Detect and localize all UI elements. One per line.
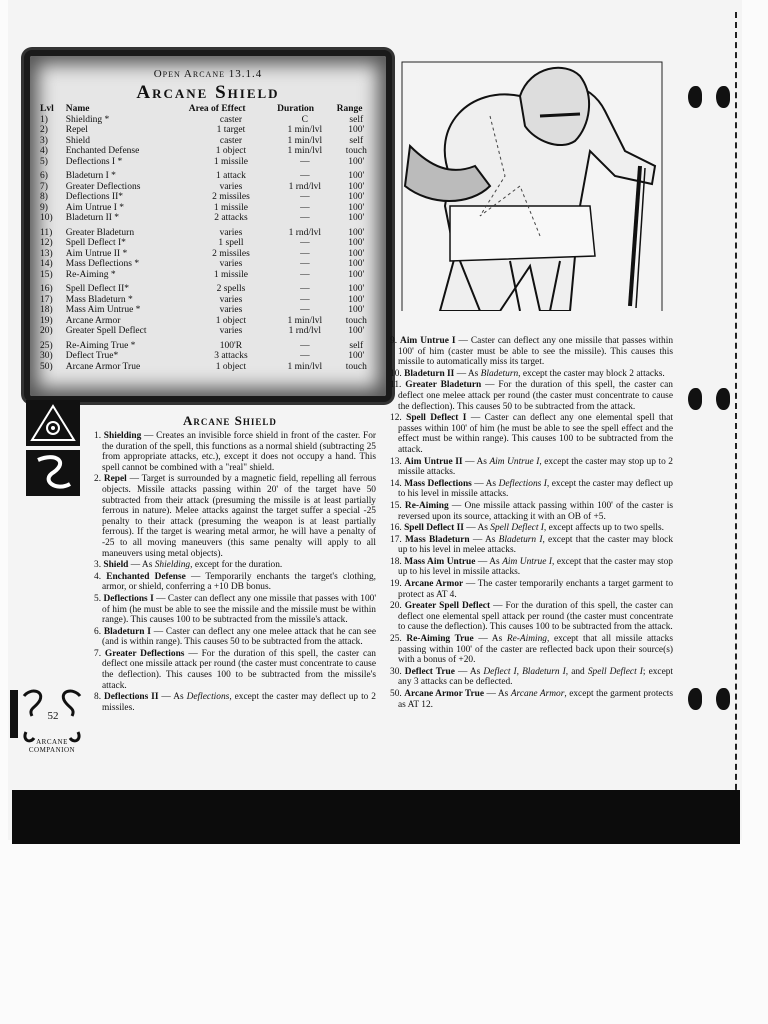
spell-reference: Shielding [154,560,191,571]
spell-name: Greater Deflections [65,181,141,192]
spell-level: 7) [40,181,48,192]
spell-row [38,284,378,295]
spell-range: 100' [348,269,365,280]
spell-reference: Re-Aiming [506,634,547,645]
spell-description-text: — Target is surrounded by a magnetic field, repelling all ferrous objects. Missile attacks passing within 20' of the target have 50 subtracted from their attack (presuming the missile is at least partially ferrous in nature). Melee attacks against the target suffer a special -25 penalty to their attack (presuming the weapon is at least partially ferrous). If the target is wearing metal armor, he will have a penalty of -25 to all moving maneuvers (this same penalty will apply to all maneuvers using metal objects). [102,474,376,559]
spell-level: 3) [40,135,48,146]
spell-duration: — [300,269,310,280]
spell-description-name: Aim Untrue I [400,336,456,346]
spell-duration: — [300,351,310,361]
spell-number: 3. [94,560,102,571]
spell-range: 100' [348,259,365,269]
spell-name: Arcane Armor [65,315,121,326]
spell-description-name: Enchanted Defense [106,571,186,582]
scan-edge-bar [12,790,740,844]
spell-level: 2) [40,125,48,135]
spell-duration: — [300,156,310,167]
binder-hole [716,86,730,108]
spell-row [38,157,378,168]
spell-list-code: Open Arcane 13.1.4 [153,68,263,80]
spell-number: 11. [390,380,402,391]
spell-description-name: Greater Deflections [104,648,185,659]
spell-area: 1 spell [218,238,244,248]
spell-area: 1 attack [216,171,246,181]
spell-duration: 1 min/lvl [287,125,323,135]
spell-range: 100' [348,351,365,361]
spell-name: Bladeturn II * [65,213,120,223]
spell-area: varies [219,294,243,305]
page-number: 52 [47,710,59,722]
spell-range: 100' [348,238,365,248]
spell-description [94,474,376,559]
spell-level: 6) [40,171,48,181]
spell-duration: 1 rnd/lvl [288,227,322,238]
spell-row [38,270,378,281]
spell-duration: 1 min/lvl [287,361,323,372]
spell-description-name: Repel [103,474,127,485]
spell-duration: C [301,114,308,125]
spell-reference: Bladeturn [480,368,519,379]
spell-duration: — [300,340,310,351]
spell-number: 20. [390,601,402,612]
spell-range: 100' [348,305,365,315]
spell-description [390,535,673,556]
spell-range: 100' [348,294,365,305]
spell-duration: — [300,213,310,223]
spell-level: 19) [40,315,53,326]
spell-reference: Bladeturn I [498,534,543,545]
spell-reference: Deflections [186,692,230,703]
spell-description-name: Bladeturn I [103,626,151,637]
badge-label-line2: COMPANION [28,746,76,754]
spell-description-text: — For the duration of this spell, the caster can deflect one missile attack per round (the caster must concentrate to cause the deflection). This causes 100 to be subtracted from the missile's attack. [102,648,376,691]
spell-row [38,362,378,373]
spell-description-name: Arcane Armor [404,579,464,590]
col-header-duration: Duration [277,104,315,114]
spell-duration: 1 min/lvl [287,135,323,146]
spell-level: 4) [40,146,48,156]
spell-level: 16) [40,284,53,294]
spell-range: 100' [348,213,365,223]
spell-area: 1 object [215,361,247,372]
spell-description [390,457,673,478]
spell-description-text: — As [463,523,491,534]
spell-description [94,627,376,648]
spell-name: Mass Aim Untrue * [65,305,141,315]
spell-area: 1 object [215,146,247,156]
spell-name: Deflect True* [65,351,119,361]
spell-description-text: — Caster can deflect any one missile that passes with 100' of him (he must be able to see the missile and the missile must be within range). This causes 100 to be subtracted from the missile's attack. [102,593,377,626]
spell-row [38,228,378,239]
spell-duration: 1 min/lvl [287,315,323,326]
spell-description-name: Deflect True [404,666,455,677]
spell-number: 30. [390,666,402,677]
spell-row [38,171,378,182]
spell-area: 2 attacks [214,213,248,223]
spell-area: varies [219,326,243,336]
warrior-illustration [390,56,672,311]
spell-range: 100' [348,171,365,181]
spell-description-tail: , except the caster may stop up to 2 missile attacks. [398,456,673,478]
spell-number: 5. [94,593,102,604]
spell-name: Re-Aiming True * [65,340,136,351]
spell-descriptions-left [94,431,376,714]
spell-description [390,523,673,534]
spell-duration: — [300,305,310,315]
spell-description [94,594,376,626]
spell-number: 16. [390,523,402,534]
spell-description [390,501,673,522]
spell-duration: — [300,238,310,248]
spell-duration: 1 rnd/lvl [288,181,322,192]
spell-description [390,689,673,710]
spell-description-tail: ; except any 3 attacks can be deflected. [398,666,674,688]
spell-area: 2 missiles [212,192,250,202]
spell-description-text: — Creates an invisible force shield in front of the caster. For the duration of the spell, this functions as a normal shield (subtracting 25 from appropriate attacks, etc.), except it does not occupy a hand. This spell cannot be combined with a "real" shield. [102,431,376,473]
spell-description-text: — As [469,534,499,545]
spell-descriptions-right [390,336,673,711]
spell-range: 100' [348,284,365,294]
spell-reference: Deflect I, Bladeturn I, [483,666,569,677]
spell-area: caster [219,114,243,125]
spell-row [38,125,378,136]
spell-area: 3 attacks [214,351,248,361]
spell-row [38,115,378,126]
spell-description-name: Bladeturn II [404,368,455,379]
spell-description-text: — One missile attack passing within 100' of the caster is reversed upon its source, attacking it with an OB of +5. [398,500,673,522]
spell-area: 100'R [219,340,243,351]
spell-range: 100' [348,202,365,213]
spell-name: Arcane Armor True [65,361,141,372]
spell-row [38,182,378,193]
spell-name: Enchanted Defense [65,146,140,156]
spell-description [94,431,376,473]
spell-area: 1 missile [213,156,248,167]
spell-range: 100' [348,326,365,336]
spell-number: 2. [94,474,102,485]
spell-name: Re-Aiming * [65,269,116,280]
spell-number: 14. [390,478,402,489]
spell-description [390,336,673,368]
spell-duration: — [300,284,310,294]
spell-level: 14) [40,259,53,269]
spell-reference: Aim Untrue I [489,456,540,467]
page-badge [10,686,94,760]
spell-description-text: — As [454,666,484,677]
spell-name: Spell Deflect II* [65,284,130,294]
spell-reference: Arcane Armor [510,689,565,699]
spell-name: Deflections II* [65,192,123,202]
spell-description-text: — Caster can deflect any one melee attack that he can see (and is within range). This causes 50 to be subtracted from the attack. [102,626,376,648]
spell-description-text: — As [462,456,490,467]
spell-number: 10. [390,368,402,379]
spell-number: 1. [94,431,102,441]
spell-name: Mass Deflections * [65,259,140,269]
spell-area: varies [219,181,243,192]
realm-icons [26,400,82,496]
page-edge-rule [735,12,739,840]
spell-row [38,351,378,362]
spell-description-name: Spell Deflect I [406,413,467,424]
binder-hole [716,388,730,410]
spell-level: 30) [40,351,53,361]
spell-description [94,649,376,691]
spell-description-name: Aim Untrue II [404,456,463,467]
section-title: Arcane Shield [183,413,277,428]
col-header-name: Name [65,104,90,114]
spell-description-name: Greater Spell Deflect [404,601,491,612]
spell-duration: — [300,192,310,202]
badge-label [20,738,84,754]
spell-table [38,104,378,372]
spell-description [390,380,673,412]
spell-description-name: Mass Aim Untrue [404,556,476,567]
col-header-area: Area of Effect [188,104,246,114]
spell-range: self [349,114,364,125]
spell-name: Shielding * [65,114,110,125]
spell-range: self [349,135,364,146]
spell-row [38,203,378,214]
spell-description-text: — Caster can deflect any one elemental spell that passes within 100' of him (he must be able to see the spell effect and the effect must be within range). This causes 100 to be subtracted from the attack. [398,413,673,455]
spell-area: 1 missile [213,202,248,213]
spell-level: 12) [40,238,53,248]
spell-range: touch [345,361,367,372]
spell-number: 25. [390,634,402,645]
spell-number: 50. [390,689,402,699]
spell-description [390,369,673,380]
spell-level: 20) [40,326,53,336]
spell-name: Repel [65,125,88,135]
spell-name: Aim Untrue II * [65,248,128,259]
spell-area: varies [219,259,243,269]
spell-area: 1 target [216,125,246,135]
spell-description [390,557,673,578]
spell-description [390,667,673,688]
spell-level: 15) [40,269,53,280]
spell-description-text: — As [471,478,499,489]
spell-description-name: Re-Aiming [404,500,449,511]
spell-level: 18) [40,305,53,315]
spell-description-tail: , except for the duration. [190,560,283,571]
spell-row [38,238,378,249]
spell-description [94,692,376,713]
spell-range: 100' [348,192,365,202]
spell-level: 8) [40,192,48,202]
spell-range: 100' [348,248,365,259]
spell-description-text: — As [128,560,155,571]
spell-level: 17) [40,294,53,305]
spell-list-title: Arcane Shield [136,82,280,103]
spell-description [390,601,673,633]
spell-description-text: — Temporarily enchants the target's clothing, armor, or shield, conferring a +10 DB bonus. [102,571,376,593]
binder-hole [716,688,730,710]
spell-range: 100' [348,156,365,167]
spell-range: 100' [348,125,365,135]
col-header-range: Range [336,104,363,114]
spell-number: 7. [94,648,102,659]
spell-description [390,413,673,455]
spell-name: Spell Deflect I* [65,238,126,248]
spell-range: touch [345,146,367,156]
spell-row [38,326,378,337]
spell-description [94,560,376,571]
spell-number: 19. [390,579,402,590]
spell-duration: — [300,259,310,269]
spell-name: Shield [65,135,91,146]
spell-level: 5) [40,156,48,167]
binder-hole [688,388,702,410]
spell-number: 18. [390,556,402,567]
spell-reference: Deflections I [498,478,547,489]
spell-level: 9) [40,202,48,213]
spell-reference: Aim Untrue I [502,556,552,567]
spell-area: varies [219,305,243,315]
spell-description-name: Deflections II [103,692,159,703]
spell-row [38,146,378,157]
spell-level: 13) [40,248,53,259]
spell-duration: — [300,294,310,305]
spell-description-text: — Caster can deflect any one missile that passes within 100' of him (caster must be able to see the missile). This causes this missile to automatically miss its target. [398,336,674,368]
spell-description-text: — The caster temporarily enchants a target garment to protect as AT 4. [398,579,674,600]
spell-reference: Spell Deflect I [587,666,643,677]
spell-number: 15. [390,500,402,511]
spell-description-name: Spell Deflect II [404,523,464,534]
spell-row [38,249,378,260]
spell-table-header [38,104,378,115]
spell-description-name: Mass Bladeturn [404,534,470,545]
spell-description-name: Shielding [103,431,142,441]
col-header-lvl: Lvl [40,104,54,114]
spell-area: 1 missile [213,269,248,280]
spell-description-text: — As [158,692,187,703]
binder-hole [688,688,702,710]
spell-number: 4. [94,571,102,582]
spell-row [38,295,378,306]
spell-row [38,316,378,327]
spell-table-body [38,115,378,373]
badge-label-line1: ARCANE [36,738,68,746]
spell-row [38,341,378,352]
spell-area: 1 object [215,315,247,326]
spell-description-name: Shield [103,560,129,571]
spell-row [38,305,378,316]
spell-duration: — [300,248,310,259]
spell-reference: Spell Deflect I [490,523,544,534]
spell-level: 11) [40,227,53,238]
spell-description-text: — As [475,556,503,567]
spell-description-tail: , except the caster may block 2 attacks. [518,368,665,379]
binder-hole [688,86,702,108]
spell-name: Greater Bladeturn [65,227,135,238]
spell-description-text: — As [484,689,511,699]
spell-range: self [349,340,364,351]
spell-range: touch [345,315,367,326]
spell-description-tail: and [568,666,588,677]
spell-description-name: Deflections I [103,593,154,604]
spell-description-tail: , except affects up to two spells. [543,523,664,534]
spell-number: 13. [390,456,402,467]
spell-description-text: — For the duration of this spell, the caster can deflect one elemental spell attack per round (the caster must concentrate to cause the deflection). This causes 100 to be subtracted from the attack. [398,601,674,633]
spell-name: Mass Bladeturn * [65,294,133,305]
spell-number: 8. [94,692,102,703]
spell-level: 25) [40,340,53,351]
spell-level: 50) [40,361,53,372]
spell-description [390,579,673,600]
spell-row [38,192,378,203]
spell-description [390,479,673,500]
spell-number: 17. [390,534,402,545]
spell-number: 6. [94,626,102,637]
spell-name: Aim Untrue I * [65,202,125,213]
spell-range: 100' [348,227,365,238]
spell-name: Greater Spell Deflect [65,326,147,336]
spell-description-text: — As [454,368,481,379]
spell-row [38,259,378,270]
spell-range: 100' [348,181,365,192]
spell-area: varies [219,227,243,238]
spell-description-tail: , except the caster may deflect up to his level in missile attacks. [398,478,673,500]
spell-row [38,213,378,224]
spell-name: Deflections I * [65,156,123,167]
spell-description-text: — As [473,634,507,645]
spell-duration: 1 rnd/lvl [288,326,322,336]
spell-row [38,136,378,147]
spell-description [94,572,376,593]
spell-description-tail: , except the caster may deflect up to 2 missiles. [102,692,376,713]
spell-number: 9. [390,336,398,346]
spell-description-tail: , except the garment protects as AT 12. [398,689,674,710]
spell-number: 12. [390,413,402,424]
spell-description-name: Mass Deflections [404,478,472,489]
spell-description-text: — For the duration of this spell, the caster can deflect one melee attack per round (the caster must concentrate to cause the deflection). This causes 50 to be subtracted from the attack. [398,380,673,412]
spell-description-tail: , except that all missile attacks passing within 100' of the caster are reflected back upon their source(s) with a bonus of +20. [398,634,673,666]
spell-description [390,634,673,666]
spell-list-panel [24,50,392,402]
spell-description-tail: , except that the caster may stop up to his level in missile attacks. [398,556,673,578]
spell-description-name: Re-Aiming True [406,634,474,645]
spell-area: 2 spells [216,284,246,294]
spell-area: caster [219,135,243,146]
spell-duration: — [300,171,310,181]
spell-description-name: Greater Bladeturn [405,380,482,391]
spell-duration: 1 min/lvl [287,146,323,156]
spell-description-name: Arcane Armor True [404,689,485,699]
spell-name: Bladeturn I * [65,171,116,181]
spell-duration: — [300,202,310,213]
spell-description-tail: , except that the caster may block up to his level in melee attacks. [398,534,674,556]
spell-area: 2 missiles [212,248,250,259]
spell-level: 10) [40,213,53,223]
spell-level: 1) [40,114,48,125]
